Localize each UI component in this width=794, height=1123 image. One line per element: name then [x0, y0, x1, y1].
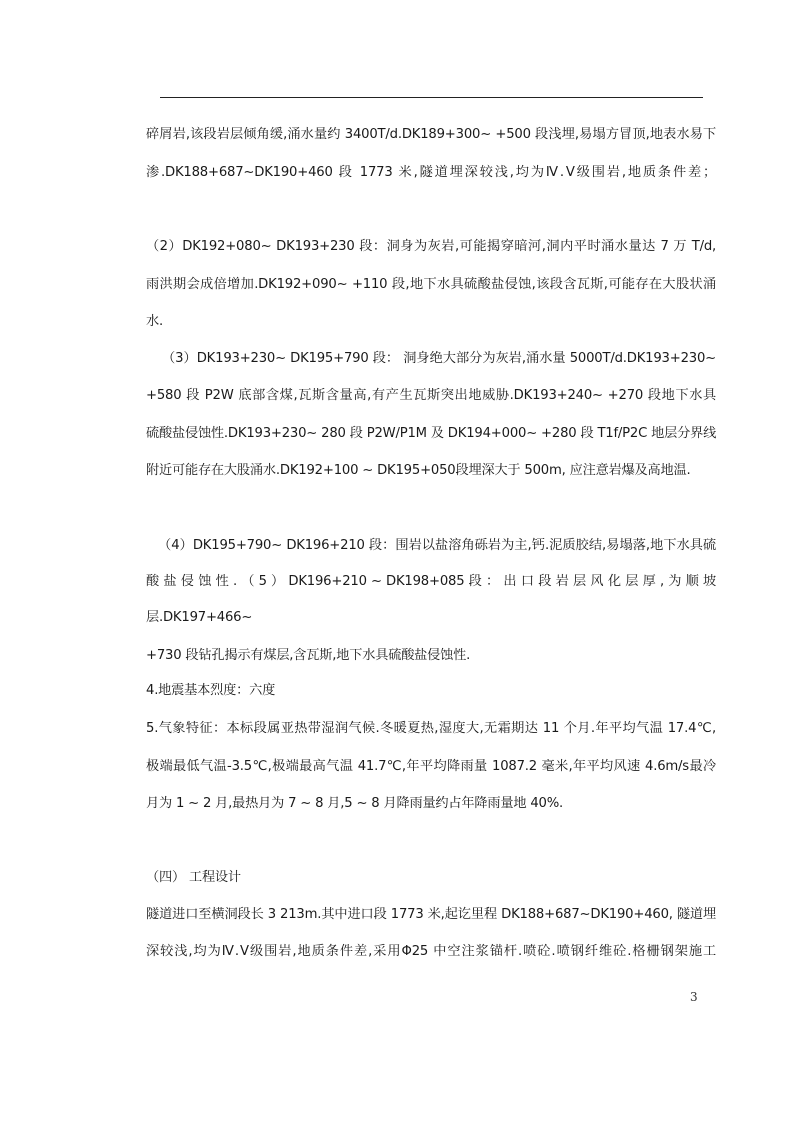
- paragraph-line: 层.DK197+466~: [146, 610, 253, 625]
- paragraph-line: 渗.DK188+687~DK190+460 段 1773 米,隧道埋深较浅,均为Ⅳ.Ⅴ级围岩,地质条件差；: [146, 165, 716, 180]
- paragraph-line: （4）DK195+790~ DK196+210 段：围岩以盐溶角砾岩为主,钙.泥质胶结,易塌落,地下水具硫: [158, 538, 716, 553]
- paragraph-line: 极端最低气温-3.5℃,极端最高气温 41.7℃,年平均降雨量 1087.2 毫米,年平均风速 4.6m/s最冷: [146, 759, 716, 774]
- paragraph-line: 月为 1 ~ 2 月,最热月为 7 ~ 8 月,5 ~ 8 月降雨量约占年降雨量地 40%.: [146, 796, 564, 811]
- paragraph-line: 附近可能存在大股涌水.DK192+100 ~ DK195+050段埋深大于 500m, 应注意岩爆及高地温.: [146, 463, 691, 478]
- paragraph-line: 5.气象特征：本标段属亚热带湿润气候.冬暖夏热,湿度大,无霜期达 11 个月.年平均气温 17.4℃,: [146, 721, 716, 736]
- page-number: 3: [690, 990, 698, 1004]
- paragraph-line: +730 段钻孔揭示有煤层,含瓦斯,地下水具硫酸盐侵蚀性.: [146, 648, 471, 663]
- paragraph-line: （2）DK192+080~ DK193+230 段：洞身为灰岩,可能揭穿暗河,洞内平时涌水量达 7 万 T/d,: [146, 239, 716, 254]
- paragraph-line: +580 段 P2W 底部含煤,瓦斯含量高,有产生瓦斯突出地威胁.DK193+240~ +270 段地下水具: [146, 388, 716, 403]
- paragraph-line: 硫酸盐侵蚀性.DK193+230~ 280 段 P2W/P1M 及 DK194+000~ +280 段 T1f/P2C 地层分界线: [146, 426, 717, 441]
- paragraph-line: 深较浅,均为Ⅳ.Ⅴ级围岩,地质条件差,采用Φ25 中空注浆锚杆.喷砼.喷钢纤维砼.格栅钢架施工: [146, 944, 716, 959]
- section-heading: （四） 工程设计: [146, 870, 241, 885]
- paragraph-line: 隧道进口至横洞段长 3 213m.其中进口段 1773 米,起讫里程 DK188+687~DK190+460, 隧道埋: [146, 907, 716, 922]
- paragraph-line: 水.: [146, 314, 163, 329]
- paragraph-line: 雨洪期会成倍增加.DK192+090~ +110 段,地下水具硫酸盐侵蚀,该段含瓦斯,可能存在大股状涌: [146, 277, 716, 292]
- header-rule: [160, 97, 703, 98]
- paragraph-line: 4.地震基本烈度：六度: [146, 683, 276, 698]
- paragraph-line: （3）DK193+230~ DK195+790 段： 洞身绝大部分为灰岩,涌水量 5000T/d.DK193+230~: [162, 351, 716, 366]
- paragraph-line: 酸 盐 侵 蚀 性 . （ 5 ） DK196+210 ~ DK198+085 段 ： 出 口 段 岩 层 风 化 层 厚 , 为 顺 坡: [146, 574, 716, 589]
- paragraph-line: 碎屑岩,该段岩层倾角缓,涌水量约 3400T/d.DK189+300~ +500 段浅埋,易塌方冒顶,地表水易下: [146, 127, 716, 142]
